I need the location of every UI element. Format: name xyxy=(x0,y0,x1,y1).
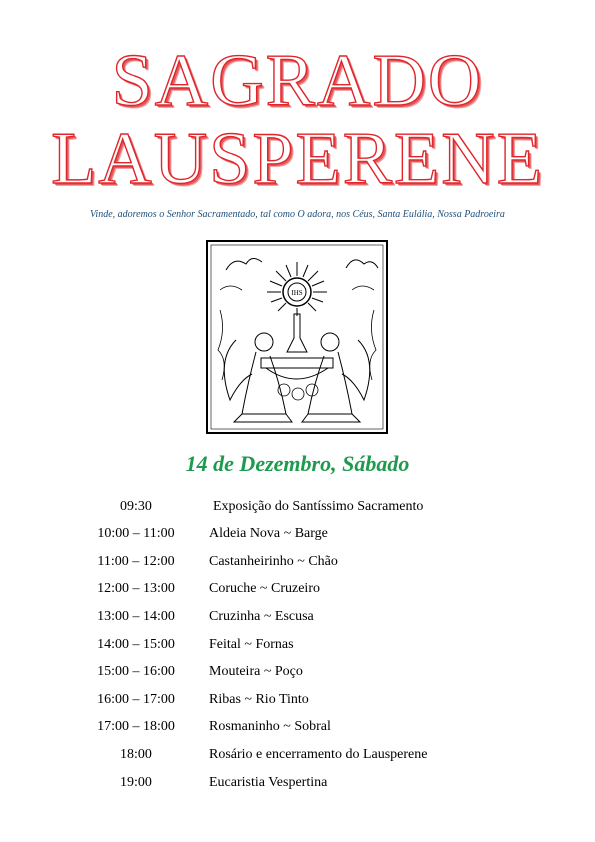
schedule-desc: Feital ~ Fornas xyxy=(209,637,294,652)
schedule-time: 16:00 – 17:00 xyxy=(97,692,175,707)
schedule-row xyxy=(0,499,595,521)
schedule-time: 15:00 – 16:00 xyxy=(97,664,175,679)
schedule-desc: Castanheirinho ~ Chão xyxy=(209,554,338,569)
schedule-desc: Rosário e encerramento do Lausperene xyxy=(209,747,428,762)
schedule-row xyxy=(0,747,595,769)
schedule-desc: Cruzinha ~ Escusa xyxy=(209,609,314,624)
schedule-desc: Rosmaninho ~ Sobral xyxy=(209,719,331,734)
schedule-time: 11:00 – 12:00 xyxy=(97,554,175,569)
schedule-time: 09:30 xyxy=(120,499,152,514)
schedule-time: 18:00 xyxy=(120,747,152,762)
schedule-desc: Coruche ~ Cruzeiro xyxy=(209,581,320,596)
schedule-row xyxy=(0,664,595,686)
schedule-row xyxy=(0,719,595,741)
schedule-row xyxy=(0,775,595,797)
schedule-row xyxy=(0,581,595,603)
schedule-time: 19:00 xyxy=(120,775,152,790)
schedule-desc: Aldeia Nova ~ Barge xyxy=(209,526,328,541)
schedule-desc: Ribas ~ Rio Tinto xyxy=(209,692,309,707)
schedule-time: 13:00 – 14:00 xyxy=(97,609,175,624)
schedule-desc: Mouteira ~ Poço xyxy=(209,664,303,679)
subtitle: Vinde, adoremos o Senhor Sacramentado, tal como O adora, nos Céus, Santa Eulália, Nossa Padroeira xyxy=(90,209,505,220)
monstrance-angels-illustration xyxy=(206,240,388,434)
schedule-row xyxy=(0,637,595,659)
schedule-time: 10:00 – 11:00 xyxy=(97,526,175,541)
schedule-desc: Eucaristia Vespertina xyxy=(209,775,328,790)
schedule-time: 17:00 – 18:00 xyxy=(97,719,175,734)
schedule-time: 12:00 – 13:00 xyxy=(97,581,175,596)
schedule-row xyxy=(0,692,595,714)
title-line-1: SAGRADO xyxy=(111,40,484,122)
schedule-row xyxy=(0,526,595,548)
schedule-time: 14:00 – 15:00 xyxy=(97,637,175,652)
schedule-desc: Exposição do Santíssimo Sacramento xyxy=(213,499,424,514)
event-date: 14 de Dezembro, Sábado xyxy=(185,451,410,476)
schedule-row xyxy=(0,554,595,576)
schedule-row xyxy=(0,609,595,631)
svg-text:IHS: IHS xyxy=(291,289,303,297)
title-line-2: LAUSPERENE xyxy=(51,118,544,200)
